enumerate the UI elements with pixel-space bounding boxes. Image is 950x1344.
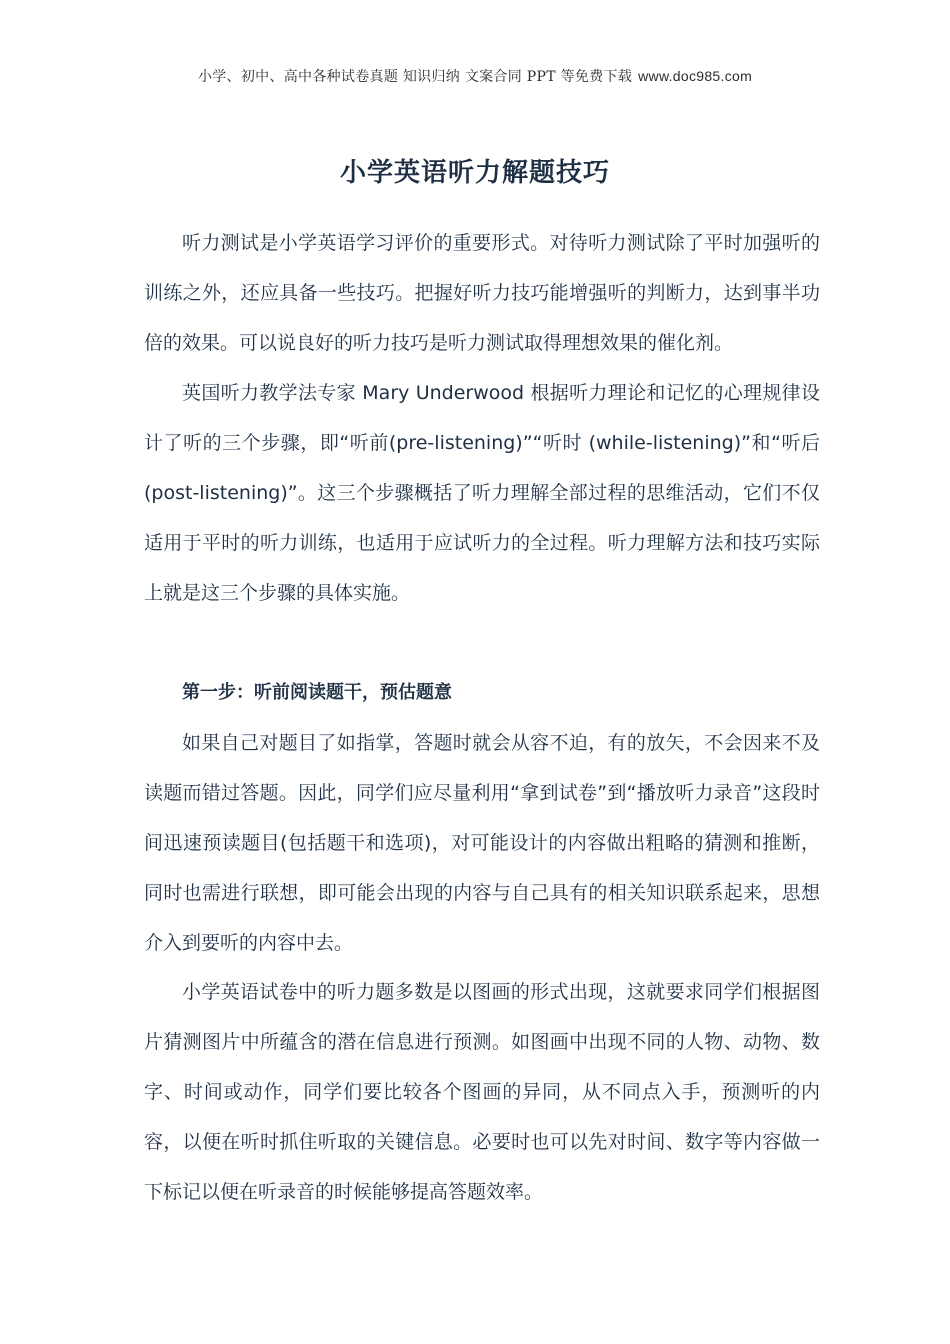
step1-section-2 xyxy=(144,967,820,1217)
document-title: 小学英语听力解题技巧 xyxy=(339,158,610,188)
step1-paragraph-2: 小学英语试卷中的听力题多数是以图画的形式出现，这就要求同学们根据图片猜测图片中所蕴含的潜在信息进行预测。如图画中出现不同的人物、动物、数字、时间或动作，同学们要比较各个图画的异同，从不同点入手，预测听的内容，以便在听时抓住听取的关键信息。必要时也可以先对时间、数字等内容做一下标记以便在听录音的时候能够提高答题效率。 xyxy=(144,981,820,1203)
header-text: 小学、初中、高中各种试卷真题 知识归纳 文案合同 PPT 等免费下载 xyxy=(197,69,633,85)
intro-paragraph-1: 听力测试是小学英语学习评价的重要形式。对待听力测试除了平时加强听的训练之外，还应具备一些技巧。把握好听力技巧能增强听的判断力，达到事半功倍的效果。可以说良好的听力技巧是听力测试取得理想效果的催化剂。 xyxy=(144,232,820,354)
step1-heading: 第一步：听前阅读题干，预估题意 xyxy=(182,682,452,703)
header-site-link[interactable]: www.doc985.com xyxy=(638,68,753,84)
step1-paragraph-1: 如果自己对题目了如指掌，答题时就会从容不迫，有的放矢，不会因来不及读题而错过答题。因此，同学们应尽量利用“拿到试卷”到“播放听力录音”这段时间迅速预读题目(包括题干和选项)，对可能设计的内容做出粗略的猜测和推断，同时也需进行联想，即可能会出现的内容与自己具有的相关知识联系起来，思想介入到要听的内容中去。 xyxy=(144,732,820,954)
intro-section-2 xyxy=(144,368,820,618)
intro-paragraph-2: 英国听力教学法专家 Mary Underwood 根据听力理论和记忆的心理规律设计了听的三个步骤，即“听前(pre-listening)”“听时 (while-listening)”和“听后(post-listening)”。这三个步骤概括了听力理解全部过程的思维活动，它们不仅适用于平时的听力训练，也适用于应试听力的全过程。听力理解方法和技巧实际上就是这三个步骤的具体实施。 xyxy=(144,382,820,604)
page-header xyxy=(0,66,950,86)
step1-section-1 xyxy=(144,718,820,968)
intro-section-1 xyxy=(144,218,820,368)
